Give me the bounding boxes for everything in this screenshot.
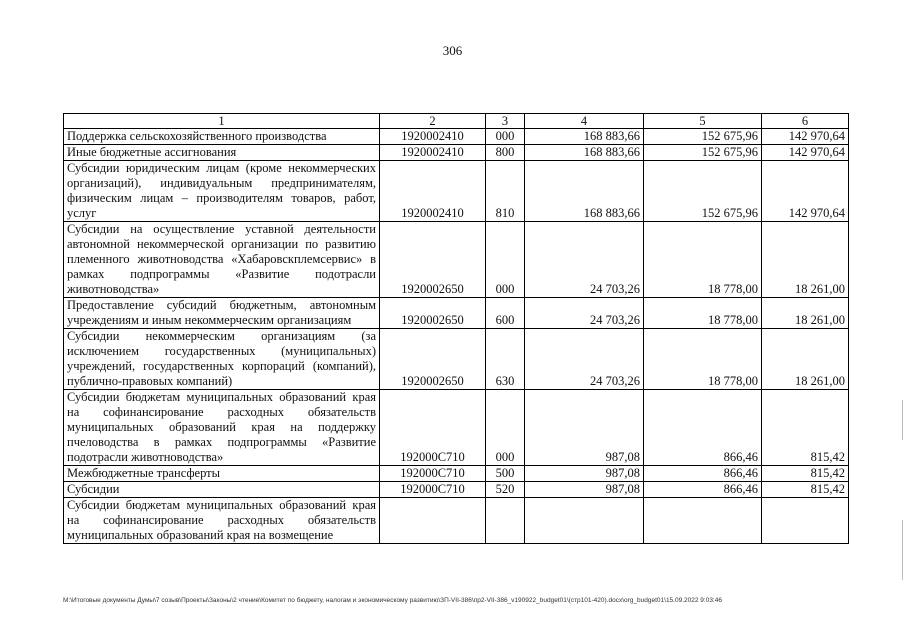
column-header: 3: [486, 114, 525, 129]
row-target-code: 1920002410: [380, 161, 486, 222]
row-expense-type: 500: [486, 466, 525, 482]
row-value-1: 24 703,26: [525, 222, 644, 298]
row-value-2: 866,46: [644, 466, 762, 482]
table-header-row: [64, 114, 849, 129]
row-value-3: 815,42: [762, 390, 849, 466]
row-value-1: 24 703,26: [525, 329, 644, 390]
row-target-code: [380, 498, 486, 544]
row-value-2: 18 778,00: [644, 222, 762, 298]
row-value-2: 866,46: [644, 390, 762, 466]
row-description: Субсидии бюджетам муниципальных образований края на софинансирование расходных обязательств муниципальных образований края на поддержку пчеловодства в рамках подпрограммы «Развитие подотрасли животноводства»: [64, 390, 380, 466]
row-value-1: 987,08: [525, 466, 644, 482]
table-row: [64, 329, 849, 390]
row-expense-type: 810: [486, 161, 525, 222]
row-expense-type: 800: [486, 145, 525, 161]
row-expense-type: 600: [486, 298, 525, 329]
row-value-1: 168 883,66: [525, 161, 644, 222]
row-value-3: 18 261,00: [762, 222, 849, 298]
column-header: 1: [64, 114, 380, 129]
row-value-3: 18 261,00: [762, 329, 849, 390]
row-value-1: 168 883,66: [525, 145, 644, 161]
row-target-code: 1920002410: [380, 145, 486, 161]
row-value-1: 987,08: [525, 482, 644, 498]
row-description: Поддержка сельскохозяйственного производства: [64, 129, 380, 145]
row-target-code: 1920002410: [380, 129, 486, 145]
row-description: Субсидии некоммерческим организациям (за исключением государственных (муниципальных) учреждений, государственных корпораций (компаний), публично-правовых компаний): [64, 329, 380, 390]
table-row: [64, 145, 849, 161]
row-value-3: 142 970,64: [762, 129, 849, 145]
scan-edge-mark: [902, 400, 903, 440]
row-description: Предоставление субсидий бюджетным, автономным учреждениям и иным некоммерческим организациям: [64, 298, 380, 329]
row-target-code: 1920002650: [380, 298, 486, 329]
row-expense-type: 000: [486, 222, 525, 298]
row-value-2: 18 778,00: [644, 329, 762, 390]
row-description: Субсидии юридическим лицам (кроме некоммерческих организаций), индивидуальным предпринимателям, физическим лицам – производителям товаров, работ, услуг: [64, 161, 380, 222]
row-value-2: 152 675,96: [644, 129, 762, 145]
column-header: 5: [644, 114, 762, 129]
row-target-code: 1920002650: [380, 329, 486, 390]
row-value-3: 815,42: [762, 466, 849, 482]
table-row: [64, 129, 849, 145]
page-number: 306: [442, 43, 463, 58]
row-expense-type: 000: [486, 390, 525, 466]
row-target-code: 1920002650: [380, 222, 486, 298]
row-description: Субсидии: [64, 482, 380, 498]
budget-table: [63, 113, 849, 544]
table-row: [64, 390, 849, 466]
row-value-1: 987,08: [525, 390, 644, 466]
row-description: Субсидии бюджетам муниципальных образований края на софинансирование расходных обязательств муниципальных образований края на возмещение: [64, 498, 380, 544]
row-value-3: 815,42: [762, 482, 849, 498]
document-path-footer: M:\Итоговые документы Думы\7 созыв\Проекты\Законы\2 чтение\Комитет по бюджету, налогам и экономическому развитию\ЗП-VII-386\пр2-VII-386_v190922_budget01\(стр101-420).docx\org_budget01\15.09.2022 9:03:46: [63, 597, 722, 604]
column-header: 2: [380, 114, 486, 129]
row-target-code: 192000С710: [380, 466, 486, 482]
row-description: Межбюджетные трансферты: [64, 466, 380, 482]
row-value-2: 866,46: [644, 482, 762, 498]
row-description: Иные бюджетные ассигнования: [64, 145, 380, 161]
row-value-3: 142 970,64: [762, 145, 849, 161]
row-description: Субсидии на осуществление уставной деятельности автономной некоммерческой организации по развитию племенного животноводства «Хабаровскплемсервис» в рамках подпрограммы «Развитие подотрасли животноводства»: [64, 222, 380, 298]
row-value-3: 18 261,00: [762, 298, 849, 329]
table-row: [64, 466, 849, 482]
row-value-1: [525, 498, 644, 544]
table-row: [64, 298, 849, 329]
row-expense-type: [486, 498, 525, 544]
table-row: [64, 482, 849, 498]
column-header: 6: [762, 114, 849, 129]
row-value-2: 18 778,00: [644, 298, 762, 329]
column-header: 4: [525, 114, 644, 129]
table-row: [64, 498, 849, 544]
row-value-2: 152 675,96: [644, 145, 762, 161]
row-value-3: 142 970,64: [762, 161, 849, 222]
row-value-3: [762, 498, 849, 544]
scan-edge-mark: [902, 520, 903, 580]
row-expense-type: 630: [486, 329, 525, 390]
row-value-2: [644, 498, 762, 544]
row-value-1: 168 883,66: [525, 129, 644, 145]
row-value-2: 152 675,96: [644, 161, 762, 222]
row-expense-type: 520: [486, 482, 525, 498]
table-row: [64, 161, 849, 222]
row-target-code: 192000С710: [380, 482, 486, 498]
row-value-1: 24 703,26: [525, 298, 644, 329]
row-expense-type: 000: [486, 129, 525, 145]
table-row: [64, 222, 849, 298]
row-target-code: 192000С710: [380, 390, 486, 466]
